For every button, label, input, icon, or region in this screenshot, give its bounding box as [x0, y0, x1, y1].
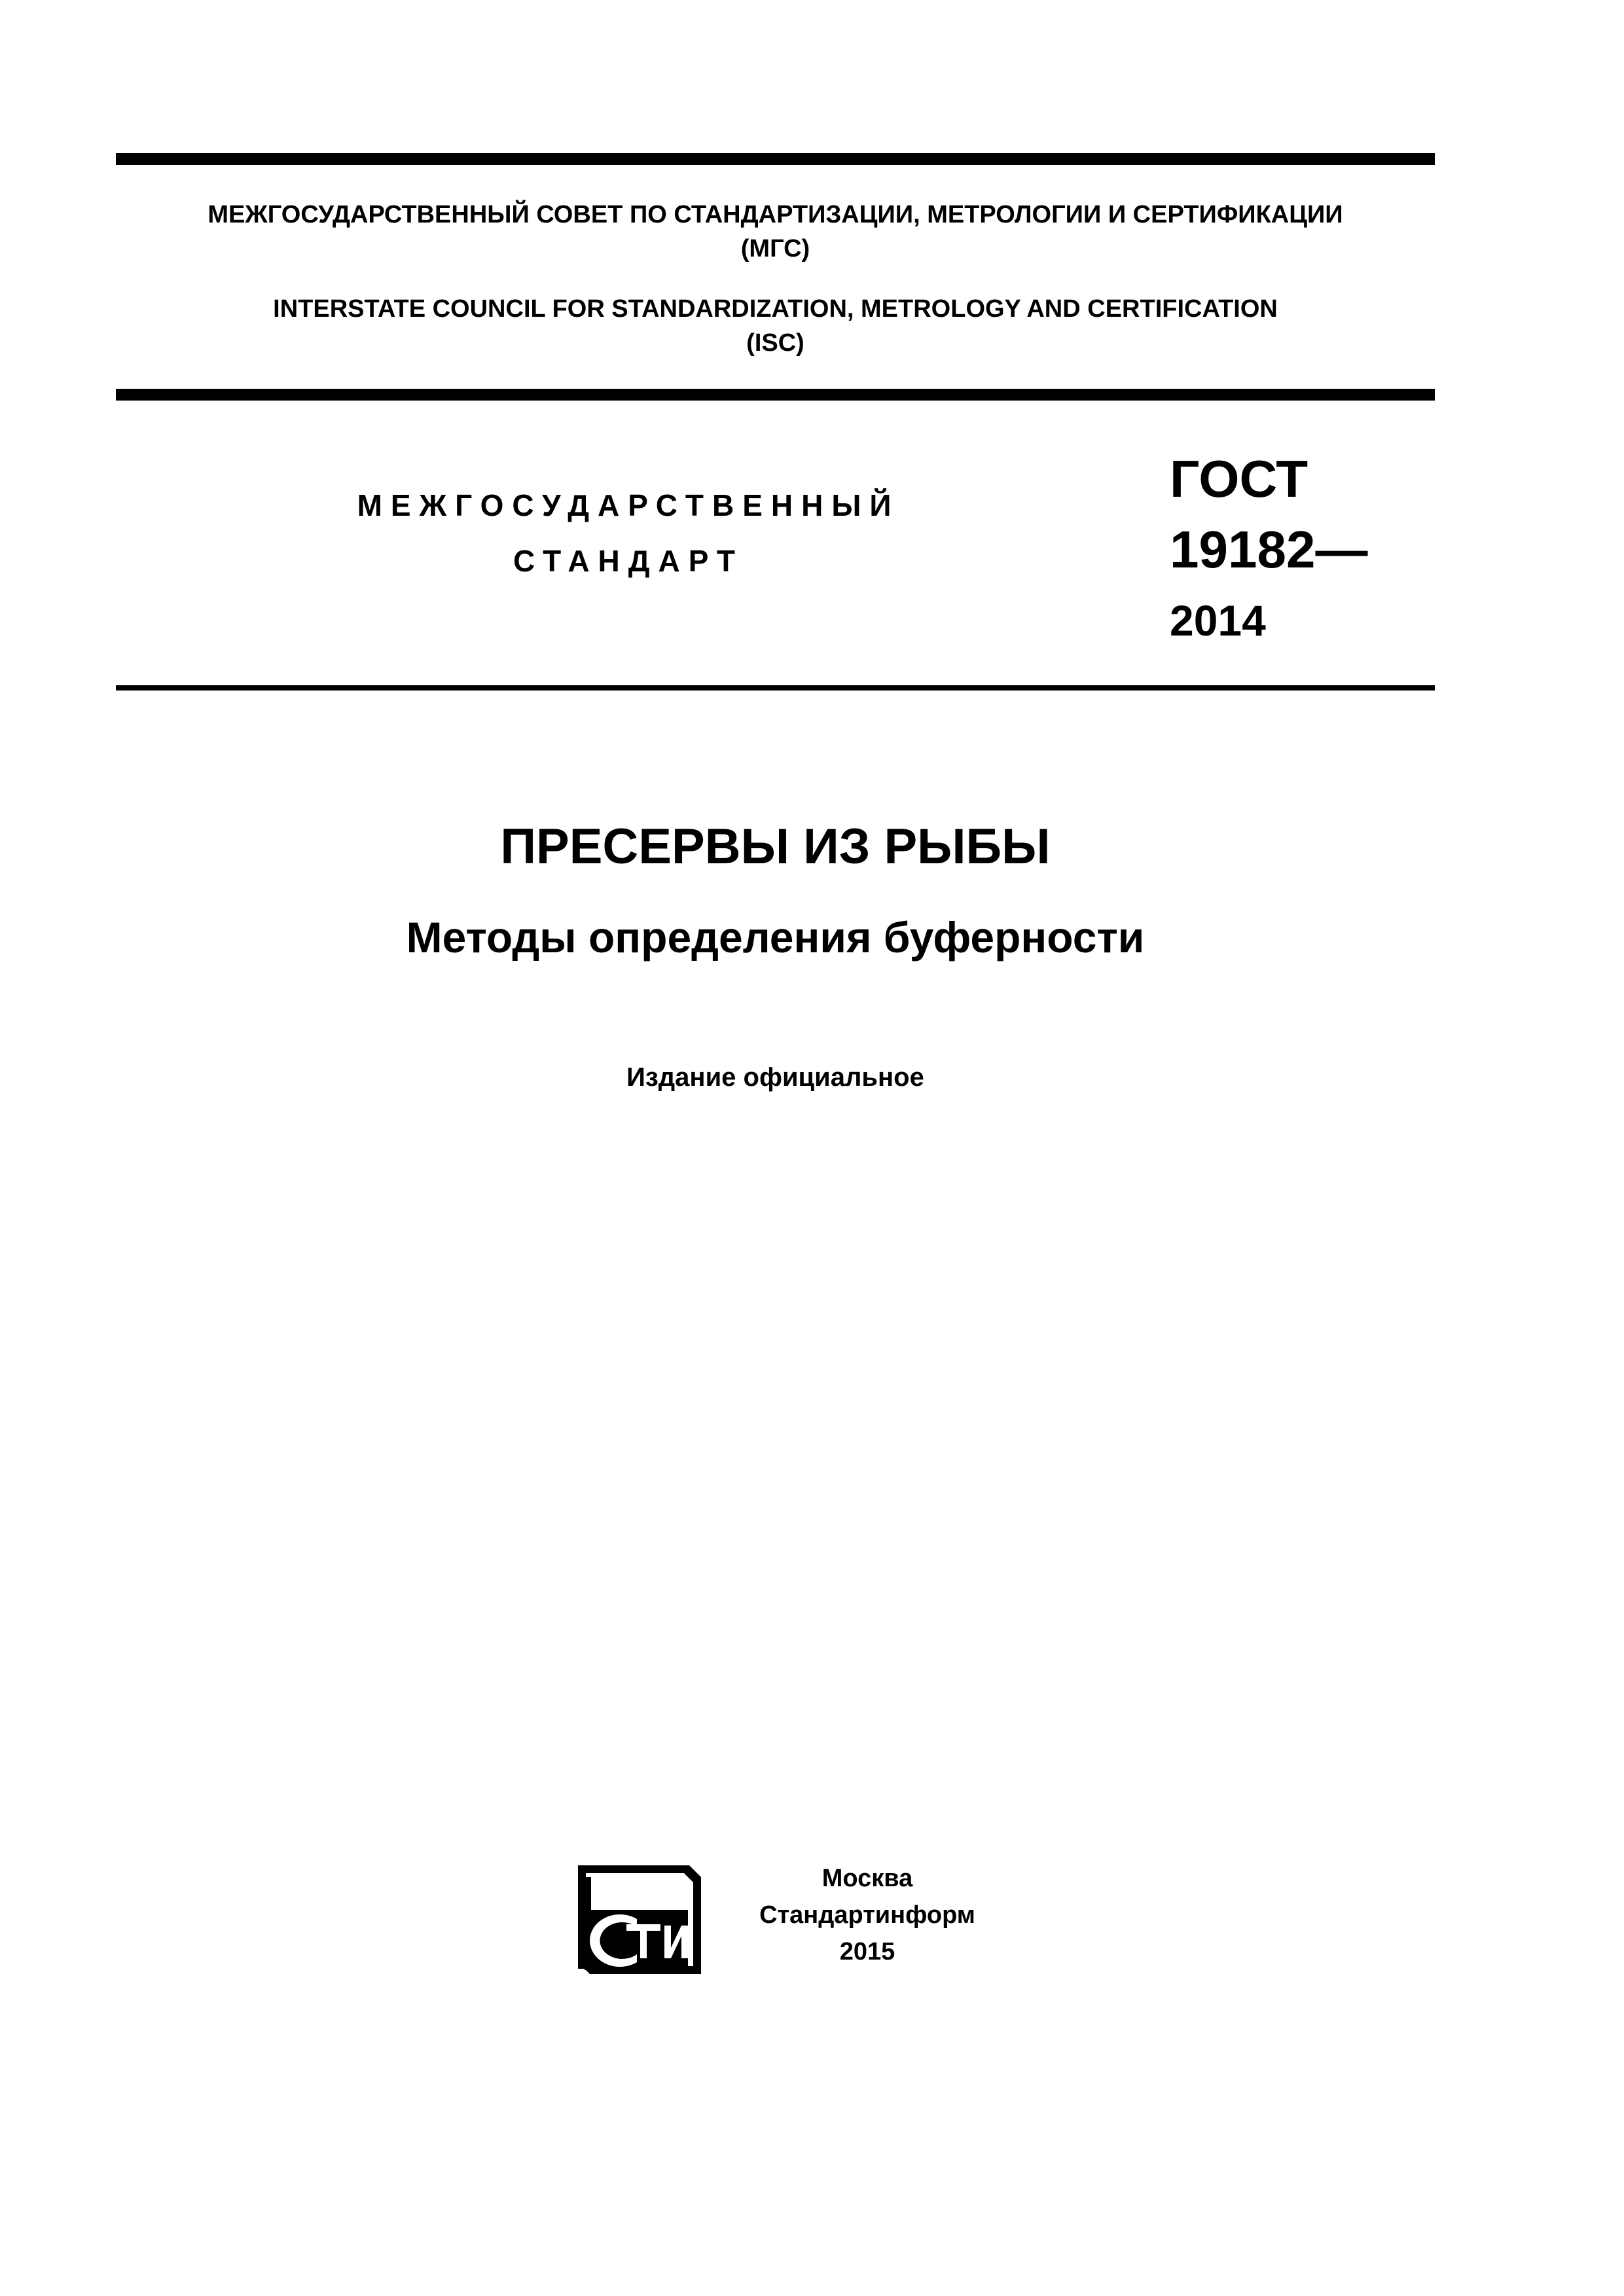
council-en-name: INTERSTATE COUNCIL FOR STANDARDIZATION, METROLOGY AND CERTIFICATION	[273, 295, 1278, 323]
document-title: ПРЕСЕРВЫ ИЗ РЫБЫ	[500, 819, 1051, 874]
edition-note: Издание официальное	[626, 1063, 924, 1092]
publisher-city: Москва	[821, 1865, 913, 1892]
council-ru-name: МЕЖГОСУДАРСТВЕННЫЙ СОВЕТ ПО СТАНДАРТИЗАЦИИ, МЕТРОЛОГИИ И СЕРТИФИКАЦИИ	[208, 201, 1343, 228]
publisher-year: 2015	[839, 1938, 895, 1965]
publisher-name: Стандартинформ	[759, 1901, 975, 1929]
gost-number: 19182—	[1170, 520, 1368, 579]
gost-label: ГОСТ	[1170, 450, 1308, 508]
standard-type-line1: МЕЖГОСУДАРСТВЕННЫЙ	[357, 488, 900, 522]
council-russian	[116, 198, 1435, 266]
publisher-block	[720, 1860, 1015, 1970]
council-en-abbr: (ISC)	[746, 329, 804, 357]
document-subtitle: Методы определения буферности	[406, 913, 1145, 961]
gost-year: 2014	[1170, 596, 1266, 645]
council-english	[116, 292, 1435, 360]
top-rule	[116, 153, 1435, 165]
standard-type-line2: СТАНДАРТ	[513, 544, 744, 578]
gost-designation	[1170, 446, 1367, 658]
council-ru-abbr: (МГС)	[740, 235, 810, 262]
lower-rule	[116, 685, 1435, 691]
middle-rule	[116, 389, 1435, 401]
standartinform-logo-icon	[573, 1859, 704, 1977]
